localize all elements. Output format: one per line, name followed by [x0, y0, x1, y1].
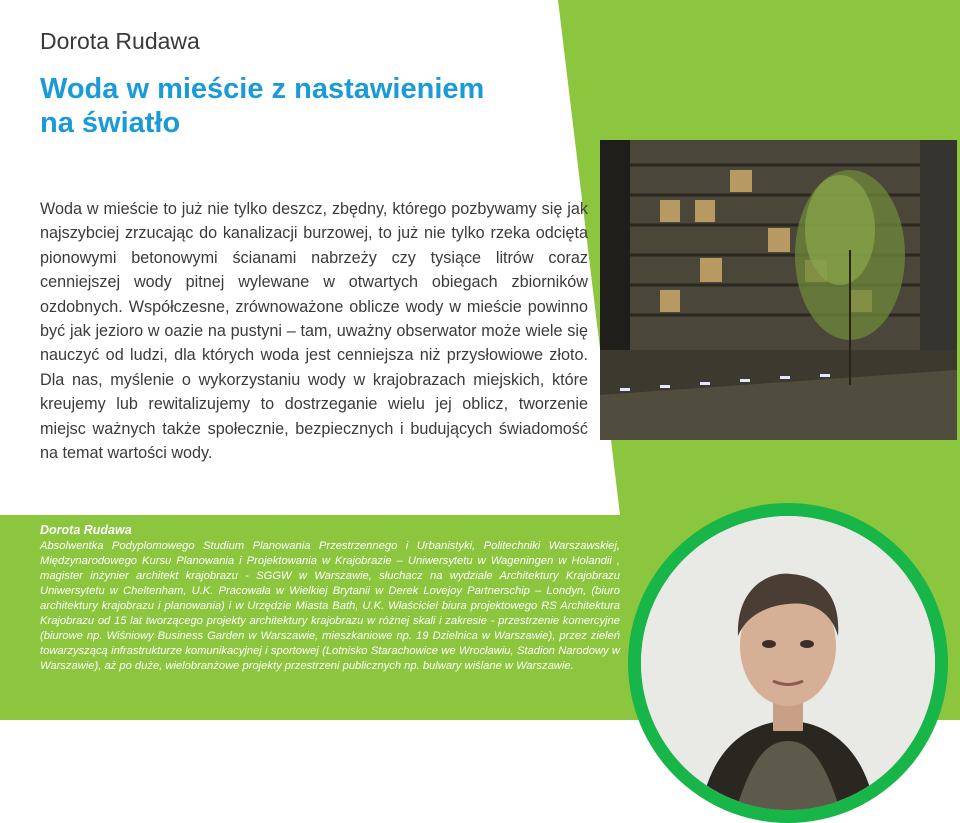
page-title [40, 72, 560, 140]
bio-text: Absolwentka Podyplomowego Studium Planowania Przestrzennego i Urbanistyki, Politechniki Warszawskiej, Międzynarodowego Kursu Planowania i Projektowania w Krajobrazie – Uniwersytetu w Wageningen w Holandii , magister inżynier architekt krajobrazu - SGGW w Warszawie, słuchacz na wydziale Architektury Krajobrazu Uniwersytetu w Cheltenham, U.K. Pracowała w Wielkiej Brytanii w Derek Lovejoy Partnerschip – Londyn, (biuro architektury krajobrazu i planowania) i w Urzędzie Miasta Bath, U.K. Właściciel biura projektowego RS Architektura Krajobrazu od 15 lat tworzącego projekty architektury krajobrazu w różnej skali i zakresie - przestrzenie komercyjne (biurowe np. Wiśniowy Business Garden w Warszawie, mieszkaniowe np. 19 Dzielnica w Warszawie), przez zieleń towarzyszącą infrastrukturze komunikacyjnej i sportowej (Lotnisko Starachowice we Wrocławiu, Stadion Narodowy w Warszawie), aż po duże, wielobranżowe projekty przestrzeni publicznych np. bulwary wiślane w Warszawie. [40, 540, 620, 672]
author-bio [40, 522, 620, 674]
portrait-illustration [641, 516, 935, 810]
bio-name: Dorota Rudawa [40, 523, 132, 537]
article-body: Woda w mieście to już nie tylko deszcz, zbędny, którego pozbywamy się jak najszybciej zrzucając do kanalizacji burzowej, to już nie tylko rzeka odcięta pionowymi betonowymi ścianami nabrzeży czy tysiące litrów coraz cenniejszej wody pitnej wylewane w otwartych obiegach zbiorników ozdobnych. Współczesne, zrównoważone oblicze wody w mieście powinno być jak jezioro w oazie na pustyni – tam, uważny obserwator może wiele się nauczyć od ludzi, dla których woda jest cenniejsza niż przysłowiowe złoto. Dla nas, myślenie o wykorzystaniu wody w krajobrazach miejskich, które kreujemy lub rewitalizujemy to dostrzeganie wielu jej oblicz, tworzenie miejsc ważnych także społecznie, bezpiecznych i budujących świadomość na temat wartości wody. [40, 200, 588, 463]
title-line-1: Woda w mieście z nastawieniem [40, 73, 485, 105]
title-line-2: na światło [40, 107, 181, 139]
author-portrait [641, 516, 935, 810]
courtyard-photo [600, 140, 957, 440]
author-name: Dorota Rudawa [40, 28, 200, 54]
